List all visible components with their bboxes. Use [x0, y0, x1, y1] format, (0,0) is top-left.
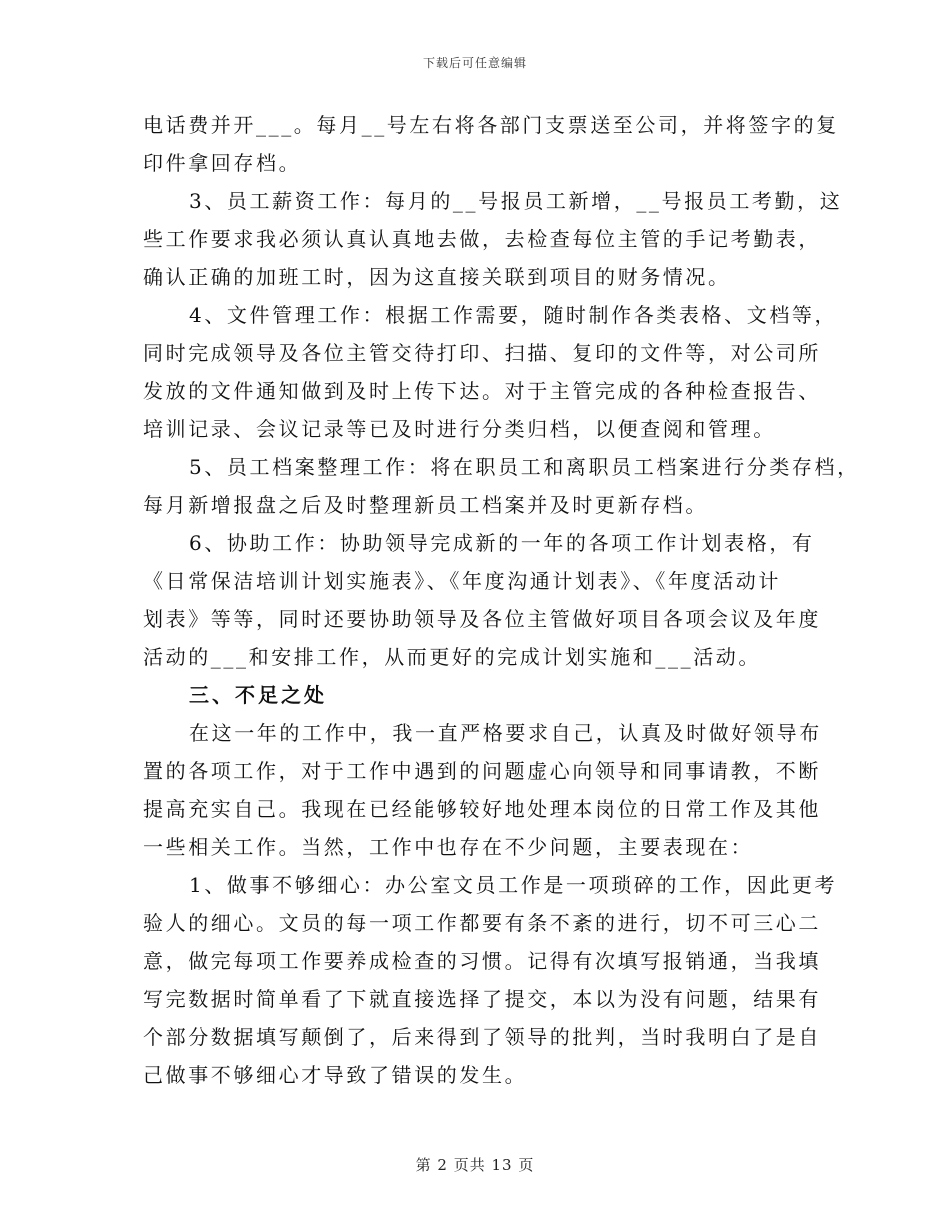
paragraph-start: 1、做事不够细心：办公室文员工作是一项琐碎的工作，因此更考 [189, 873, 838, 897]
paragraph-start: 5、员工档案整理工作：将在职员工和离职员工档案进行分类存档， [189, 455, 860, 479]
paragraph-start: 在这一年的工作中，我一直严格要求自己，认真及时做好领导布 [189, 721, 822, 745]
document-body [143, 106, 860, 1094]
body-line: 一些相关工作。当然，工作中也存在不少问题，主要表现在： [143, 835, 754, 859]
paragraph-start: 3、员工薪资工作：每月的__号报员工新增，__号报员工考勤，这 [189, 189, 843, 213]
body-line: 些工作要求我必须认真认真地去做，去检查每位主管的手记考勤表， [143, 227, 821, 251]
body-line: 验人的细心。文员的每一项工作都要有条不紊的进行，切不可三心二 [143, 911, 821, 935]
body-line: 意，做完每项工作要养成检查的习惯。记得有次填写报销通，当我填 [143, 949, 821, 973]
body-line: 同时完成领导及各位主管交待打印、扫描、复印的文件等，对公司所 [143, 341, 821, 365]
body-line: 己做事不够细心才导致了错误的发生。 [143, 1063, 528, 1087]
body-line: 活动的___和安排工作，从而更好的完成计划实施和___活动。 [143, 645, 761, 669]
body-line: 电话费并开___。每月__号左右将各部门支票送至公司，并将签字的复 [143, 113, 839, 137]
body-line: 提高充实自己。我现在已经能够较好地处理本岗位的日常工作及其他 [143, 797, 821, 821]
body-line: 培训记录、会议记录等已及时进行分类归档，以便查阅和管理。 [143, 417, 776, 441]
body-line: 个部分数据填写颠倒了，后来得到了领导的批判，当时我明白了是自 [143, 1025, 821, 1049]
section-heading: 三、不足之处 [189, 683, 327, 707]
body-line: 确认正确的加班工时，因为这直接关联到项目的财务情况。 [143, 265, 731, 289]
body-line: 置的各项工作，对于工作中遇到的问题虚心向领导和同事请教，不断 [143, 759, 821, 783]
body-line: 印件拿回存档。 [143, 151, 302, 175]
body-line: 发放的文件通知做到及时上传下达。对于主管完成的各种检查报告、 [143, 379, 821, 403]
body-line: 划表》等等，同时还要协助领导及各位主管做好项目各项会议及年度 [143, 607, 821, 631]
body-line: 每月新增报盘之后及时整理新员工档案并及时更新存档。 [143, 493, 708, 517]
paragraph-start: 4、文件管理工作：根据工作需要，随时制作各类表格、文档等， [189, 303, 838, 327]
body-line: 《日常保洁培训计划实施表》、《年度沟通计划表》、《年度活动计 [143, 569, 781, 593]
paragraph-start: 6、协助工作：协助领导完成新的一年的各项工作计划表格，有 [189, 531, 815, 555]
page-number: 第 2 页共 13 页 [415, 1156, 535, 1174]
page-header: 下载后可任意编辑 [422, 56, 527, 70]
body-line: 写完数据时简单看了下就直接选择了提交，本以为没有问题，结果有 [143, 987, 821, 1011]
